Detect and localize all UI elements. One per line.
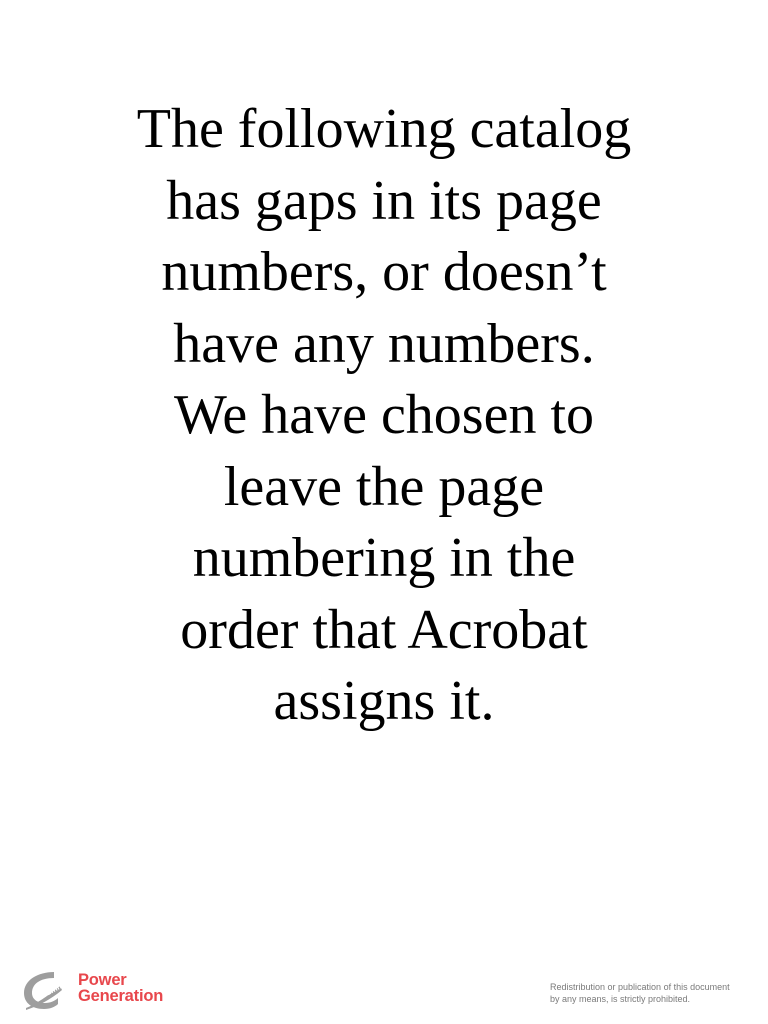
brand-wordmark [78,972,163,1004]
logo-wordmark: Cummins [39,975,76,1001]
notice-line: have any numbers. [173,312,595,375]
notice-line: numbering in the [192,527,576,589]
footer-line: by any means, is strictly prohibited. [550,994,691,1004]
notice-line: We have chosen to [174,384,594,446]
notice-line: numbers, or doesn’t [161,241,607,303]
brand-line-generation: Generation [78,987,164,1005]
notice-line: assigns it. [273,670,495,732]
notice-line: leave the page [223,455,545,518]
notice-line: The following catalog [136,98,632,160]
footer-line: Redistribution or publication of this document [550,982,730,992]
notice-line: has gaps in its page [166,169,602,232]
cummins-c-logo-icon [18,968,78,1012]
notice-line: order that Acrobat [180,598,588,661]
redistribution-notice [550,981,762,1005]
page-numbering-notice [0,94,768,738]
cummins-power-generation-logo [18,968,218,1012]
brand-line-power: Power [78,971,127,989]
